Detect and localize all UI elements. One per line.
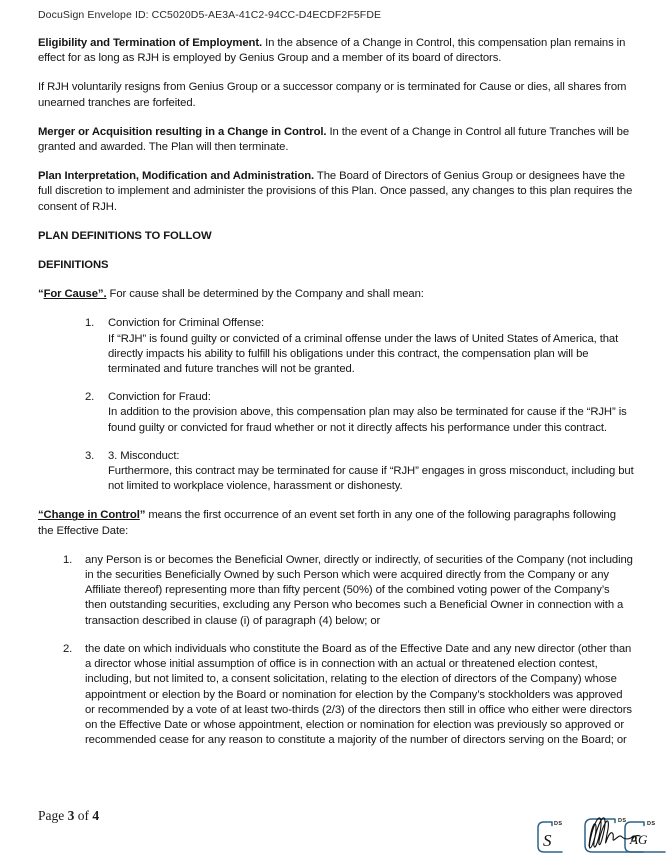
list-item-body: If “RJH” is found guilty or convicted of a criminal offense under the laws of United States of America, that directly impacts his ability to fulfill his obligations under this contract, the compensation plan will be terminated and future tranches will not be granted. — [108, 332, 619, 376]
list-item-title: Conviction for Criminal Offense: — [108, 317, 265, 330]
for-cause-term — [38, 288, 107, 300]
paragraph-plan-admin — [38, 169, 634, 215]
page-word: Page — [38, 808, 65, 823]
list-marker: 3. — [85, 449, 95, 462]
list-marker: 1. — [85, 317, 95, 330]
paragraph-text: The Board of Directors of Genius Group or designees have the full discretion to implement and administer the provisions of this Plan. Once passed, any changes to this plan requires the consent of RJH. — [38, 170, 633, 213]
paragraph-change-in-control — [38, 508, 634, 538]
ds-label: DS — [618, 818, 627, 824]
list-item-fraud — [85, 390, 634, 436]
change-in-control-list — [63, 553, 634, 748]
change-in-control-underlined: “Change in Control — [38, 509, 140, 522]
paragraph-text: For cause shall be determined by the Company and shall mean: — [106, 288, 424, 301]
paragraph-for-cause — [38, 287, 634, 302]
for-cause-list — [85, 316, 634, 494]
list-item-body: Furthermore, this contract may be terminated for cause if “RJH” engages in gross misconduct, including but not limited to workplace violence, harassment or dishonesty. — [108, 465, 634, 493]
heading-plan-definitions: PLAN DEFINITIONS TO FOLLOW — [38, 229, 212, 242]
list-item-title: Conviction for Fraud: — [108, 391, 211, 404]
heading-definitions: DEFINITIONS — [38, 259, 109, 272]
paragraph-lead: Merger or Acquisition resulting in a Change in Control. — [38, 125, 327, 138]
paragraph-text: In the event of a Change in Control all future Tranches will be granted and awarded. The Plan will then terminate. — [38, 125, 630, 154]
paragraph-resignation — [38, 80, 634, 110]
page-number-value: 3 — [67, 808, 75, 823]
list-item-beneficial-owner — [63, 553, 634, 629]
list-marker: 1. — [63, 553, 73, 566]
paragraph-lead: Plan Interpretation, Modification and Administration. — [38, 170, 315, 183]
list-item-body: the date on which individuals who constitute the Board as of the Effective Date and any new director (other than a director whose initial assumption of office is in connection with an actual or threatened election contest, including, but not limited to, a consent solicitation, relating to the election of directors of the Company) whose appointment or election by the Board or nomination for election by the Company’s stockholders was approved or recommended by a vote of at least two-thirds (2/3) of the directors then still in office who either were directors on the Effective Date or whose appointment, election or nomination for election was previously so approved or recommended cease for any reason to constitute a majority of the number of directors serving on the Board; or — [85, 642, 632, 747]
page-number — [38, 808, 99, 824]
quote-close: ” — [139, 509, 146, 522]
paragraph-lead: Eligibility and Termination of Employment. — [38, 37, 263, 49]
docusign-initial-stamp — [533, 817, 566, 855]
list-item-title: 3. Misconduct: — [108, 449, 180, 462]
docusign-envelope-id: DocuSign Envelope ID: CC5020D5-AE3A-41C2-94CC-D4ECDF2F5FDE — [38, 9, 382, 21]
paragraph-text: In the absence of a Change in Control, this compensation plan remains in effect for as long as RJH is employed by Genius Group and a member of its board of directors. — [38, 37, 626, 65]
list-item-criminal-offense — [85, 316, 634, 377]
list-marker: 2. — [85, 391, 95, 404]
list-item-board-composition — [63, 642, 634, 748]
handwritten-initial: S — [543, 831, 552, 850]
document-body — [38, 36, 634, 762]
handwritten-initials: AG — [630, 832, 648, 847]
paragraph-text: means the first occurrence of an event set forth in any one of the following paragraphs following the Effective Date: — [38, 509, 616, 537]
list-marker: 2. — [63, 642, 73, 655]
for-cause-underlined: For Cause”. — [43, 288, 107, 301]
ds-label: DS — [647, 821, 656, 827]
of-word: of — [77, 808, 89, 823]
paragraph-text: If RJH voluntarily resigns from Genius Group or a successor company or is terminated for Cause or dies, all shares from unearned tranches are forfeited. — [38, 81, 627, 109]
paragraph-eligibility — [38, 36, 634, 66]
paragraph-merger — [38, 125, 634, 155]
list-item-misconduct — [85, 449, 634, 495]
change-in-control-term — [38, 509, 145, 521]
list-item-body: any Person is or becomes the Beneficial Owner, directly or indirectly, of securities of the Company (not including in the securities Beneficially Owned by such Person which were acquired directly from the Company or any Affiliate thereof) representing more than fifty percent (50%) of the combined voting power of the Company’s then outstanding securities, excluding any Person who becomes such a Beneficial Owner in connection with a transaction described in clause (i) of paragraph (4) below; or — [85, 553, 633, 627]
list-item-body: In addition to the provision above, this compensation plan may also be terminated for cause if the “RJH” is found guilty or convicted for fraud whether or not it directly affects his performance under this contract. — [108, 406, 627, 434]
quote-open: “ — [38, 288, 44, 301]
docusign-signature-stamp — [579, 810, 649, 856]
total-pages-value: 4 — [92, 808, 100, 823]
ds-label: DS — [554, 821, 563, 827]
